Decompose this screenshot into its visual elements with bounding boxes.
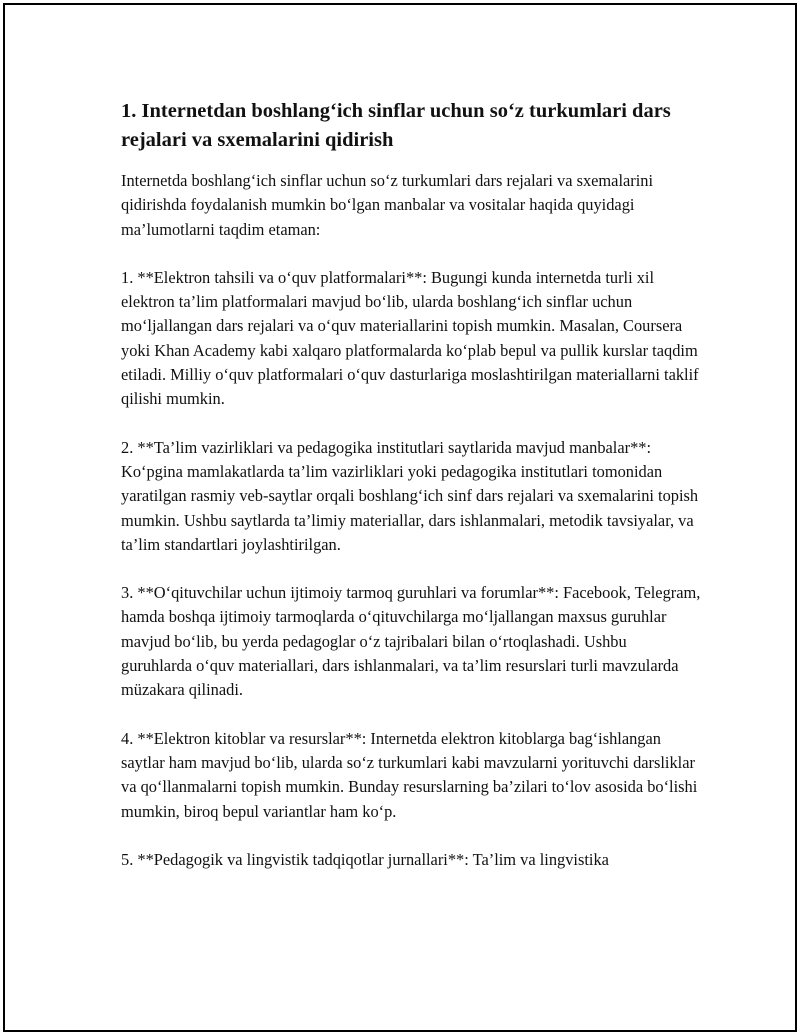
intro-paragraph: Internetda boshlang‘ich sinflar uchun so‘z turkumlari dars rejalari va sxemalarini qidirishda foydalanish mumkin bo‘lgan manbalar va vositalar haqida quyidagi ma’lumotlarni taqdim etaman: — [121, 171, 654, 239]
document-title: 1. Internetdan boshlang‘ich sinflar uchun so‘z turkumlari dars rejalari va sxemalarini qidirish — [121, 100, 671, 151]
paragraph-item-4: 4. **Elektron kitoblar va resurslar**: Internetda elektron kitoblarga bag‘ishlangan saytlar ham mavjud bo‘lib, ularda so‘z turkumlari kabi mavzularni yorituvchi darsliklar va qo‘llanmalarni topish mumkin. Bunday resurslarning ba’zilari to‘lov asosida bo‘lishi mumkin, biroq bepul variantlar ham ko‘p. — [121, 728, 698, 821]
paragraph-item-5: 5. **Pedagogik va lingvistik tadqiqotlar jurnallari**: Ta’lim va lingvistika — [121, 849, 609, 869]
document-body — [121, 97, 701, 896]
paragraph-item-3: 3. **O‘qituvchilar uchun ijtimoiy tarmoq guruhlari va forumlar**: Facebook, Telegram, hamda boshqa ijtimoiy tarmoqlarda o‘qituvchilarga mo‘ljallangan maxsus guruhlar mavjud bo‘lib, bu yerda pedagoglar o‘z tajribalari bilan o‘rtoqlashadi. Ushbu guruhlarda o‘quv materiallari, dars ishlanmalari, va ta’lim resurslari turli mavzularda müzakara qilinadi. — [121, 583, 701, 700]
paragraph-item-2: 2. **Ta’lim vazirliklari va pedagogika institutlari saytlarida mavjud manbalar**: Ko‘pgina mamlakatlarda ta’lim vazirliklari yoki pedagogika institutlari tomonidan yaratilgan rasmiy veb-saytlar orqali boshlang‘ich sinf dars rejalari va sxemalarini topish mumkin. Ushbu saytlarda ta’limiy materiallar, dars ishlanmalari, metodik tavsiyalar, va ta’lim standartlari joylashtirilgan. — [121, 437, 699, 554]
paragraph-item-1: 1. **Elektron tahsili va o‘quv platformalari**: Bugungi kunda internetda turli xil elektron ta’lim platformalari mavjud bo‘lib, ularda boshlang‘ich sinflar uchun mo‘ljallangan dars rejalari va o‘quv materiallarini topish mumkin. Masalan, Coursera yoki Khan Academy kabi xalqaro platformalarda ko‘plab bepul va pullik kurslar taqdim etiladi. Milliy o‘quv platformalari o‘quv dasturlariga moslashtirilgan materiallarni taklif qilishi mumkin. — [121, 267, 699, 409]
page-frame — [3, 3, 797, 1032]
